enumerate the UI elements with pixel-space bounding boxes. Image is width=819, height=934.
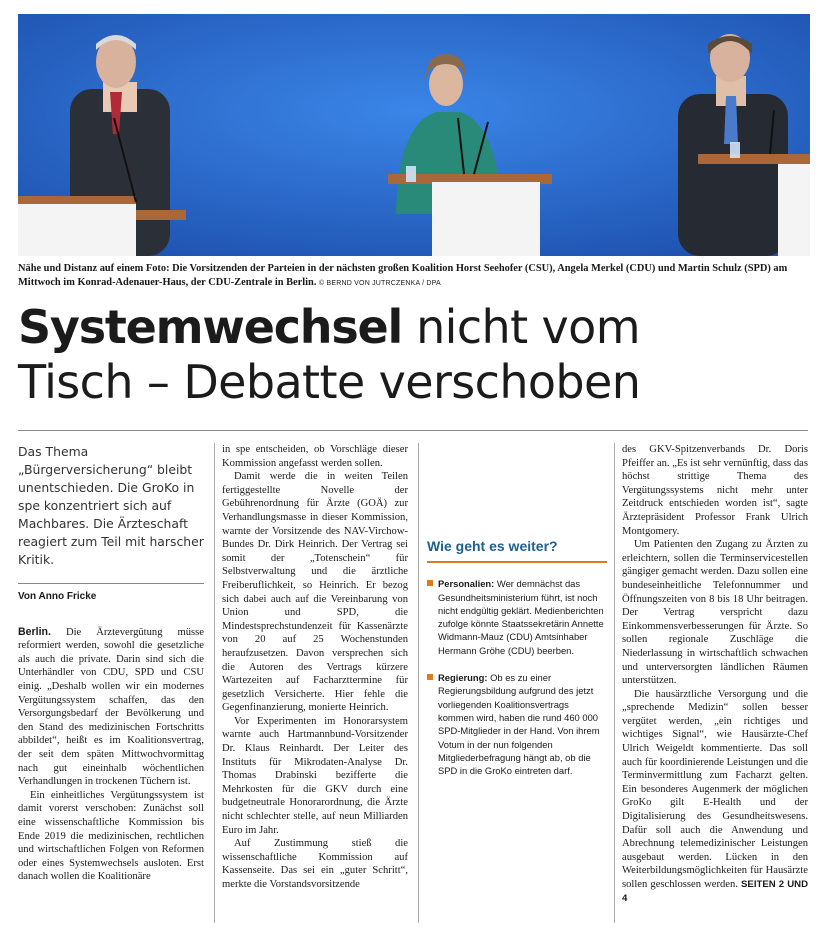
item-label: Regierung: bbox=[438, 672, 488, 684]
col2-paragraph-1: in spe entscheiden, ob Vorschläge dieser Kommission angefasst werden sollen. bbox=[222, 444, 408, 469]
col1-p1-text: Die Ärztevergütung müsse reformiert werden, sowohl die gesetzliche als auch die private. Darin sind sich die Unterhändler von CDU, SPD und CSU einig. „Deshalb wollen wir ein modernes Vergütungssystem schaffen, das den Versorgungsbedarf der Bevölkerung und den Stand des medizinischen Fortschritts abbildet“, heißt es im Koalitionsvertrag, der seit dem späten Mittwochvormittag nach gut eineinhalb wöchentlichen Verhandlungen in trockenen Tüchern ist. bbox=[18, 626, 204, 788]
column-divider-3 bbox=[614, 443, 615, 923]
bullet-square-icon bbox=[427, 674, 433, 680]
col2-paragraph-4: Auf Zustimmung stieß die wissenschaftliche Kommission auf Kassenseite. Das sei ein „guter Schritt“, merkte die Vorstandsvorsitzende bbox=[222, 838, 408, 890]
headline-light-1: nicht vom bbox=[416, 300, 640, 354]
info-box-item-regierung bbox=[427, 671, 607, 777]
info-box-item-personalien bbox=[427, 577, 607, 657]
bullet-square-icon bbox=[427, 580, 433, 586]
item-label: Personalien: bbox=[438, 578, 495, 590]
col1-paragraph-1 bbox=[18, 626, 204, 789]
photo-caption bbox=[18, 262, 808, 291]
press-photo bbox=[18, 14, 810, 256]
column-2 bbox=[222, 443, 408, 892]
headline-light-2: Tisch – Debatte verschoben bbox=[18, 355, 641, 409]
col2-paragraph-3: Vor Experimenten im Honorarsystem warnte auch Hartmannbund-Vorsitzender Dr. Klaus Reinhardt. Der Leiter des Instituts für Mikrodaten-Analyse Dr. Thomas Drabinski bezifferte die Mehrkosten für die GKV durch eine budgetneutrale Honorarordnung, die Ärzte nicht schlechter stelle, auf neun Milliarden Euro im Jahr. bbox=[222, 715, 408, 836]
caption-text: Nähe und Distanz auf einem Foto: Die Vorsitzenden der Parteien in der nächsten großen Koalition Horst Seehofer (CSU), Angela Merkel (CDU) und Martin Schulz (SPD) am Mittwoch im Konrad-Adenauer-Haus, der CDU-Zentrale in Berlin. bbox=[18, 263, 788, 288]
photo-credit: © BERND VON JUTRCZENKA / DPA bbox=[319, 280, 441, 287]
column-1 bbox=[18, 443, 204, 884]
teaser: Das Thema „Bürgerversicherung“ bleibt unentschieden. Die GroKo in spe konzentriert sich auf Machbares. Die Ärzteschaft reagiert zum Teil mit harscher Kritik. bbox=[18, 444, 204, 567]
column-4 bbox=[622, 443, 808, 905]
col4-paragraph-3 bbox=[622, 688, 808, 906]
col2-paragraph-2: Damit werde die in weiten Teilen fertiggestellte Novelle der Gebührenordnung für Ärzte (GOÄ) zur Verhandlungsmasse in dieser Kommission, warnte der Vorsitzende des NAV-Virchow-Bundes Dr. Dirk Heinrich. Der Vertrag sei somit der „Totenschein“ für Selbstverwaltung und die ärztliche Freiberuflichkeit, so Heinrich. Er bezog sich dabei auch auf die Vereinbarung von Union und SPD, die Mindestsprechstundenzeit für Kassenärzte von 20 auf 25 Wochenstunden heraufzusetzen. Davon versprechen sich die Autoren des Vertrags kürzere Wartezeiten auf Facharzttermine für gesetzlich Versicherte. Hier fehle die Gegenfinanzierung, monierte Heinrich. bbox=[222, 471, 408, 714]
column-divider-1 bbox=[214, 443, 215, 923]
dateline: Berlin. bbox=[18, 625, 51, 638]
page-reference: SEITEN 2 UND 4 bbox=[622, 879, 808, 904]
col4-paragraph-1: des GKV-Spitzenverbands Dr. Doris Pfeiffer an. „Es ist sehr vernünftig, dass das höchst strittige Thema des Vergütungssystems nicht mehr unter Zeitdruck entschieden worden ist“, sagte Ärztepräsident Professor Frank Ulrich Montgomery. bbox=[622, 444, 808, 537]
info-box-rule bbox=[427, 561, 607, 563]
info-box bbox=[427, 540, 607, 777]
col4-paragraph-2: Um Patienten den Zugang zu Ärzten zu erleichtern, sollen die Terminservicestellen gängiger gemacht werden. Dazu sollen eine bundeseinheitliche Telefonnummer und Öffnungszeiten von 8 bis 18 Uhr beitragen. Der Vertrag verspricht dazu Einkommensverbesserungen für Ärzte. So sollen regionale Zuschläge die Niederlassung in wirtschaftlich schwachen und unterversorgten ländlichen Räumen unterstützen. bbox=[622, 539, 808, 687]
col1-paragraph-2: Ein einheitliches Vergütungssystem ist damit vorerst verschoben: Zunächst soll eine wissenschaftliche Kommission bis Ende 2019 die medizinischen, rechtlichen und wirtschaftlichen Folgen von Reformen oder eines Systemwechsels ausloten. Erst danach wollen die Koalitionäre bbox=[18, 789, 204, 883]
item-text: Wer demnächst das Gesundheitsministerium führt, ist noch nicht endgültig geklärt. Medienberichten zufolge könnte Staatssekretärin Annette Widmann-Mauz (CDU) Amtsinhaber Hermann Gröhe (CDU) beerben. bbox=[438, 578, 604, 656]
headline bbox=[18, 300, 808, 410]
info-box-title: Wie geht es weiter? bbox=[427, 538, 558, 554]
headline-rule bbox=[18, 430, 808, 431]
byline: Von Anno Fricke bbox=[18, 583, 204, 604]
photo-illustration bbox=[18, 14, 810, 256]
item-text: Ob es zu einer Regierungsbildung aufgrund des jetzt vorliegenden Koalitionsvertrags kommen wird, haben die rund 460 000 SPD-Mitglieder in der Hand. Von ihrem Votum in der nun folgenden Mitgliederbefragung hängt ab, ob die SPD in die GroKo eintreten darf. bbox=[438, 672, 600, 777]
column-divider-2 bbox=[418, 443, 419, 923]
col4-p3-text: Die hausärztliche Versorgung und die „sprechende Medizin“ sollen besser vergütet werden, „ein richtiges und wichtiges Signal“, wie Hausärzte-Chef Ulrich Weigeldt kommentierte. Das soll auch für koordinierende Leistungen und die Terminvermittlung zum Facharzt gelten. Ein besonderes Augenmerk der möglichen GroKo gilt E-Health und der Digitalisierung des Gesundheitswesens. Dafür soll auch die Anwendung und Abrechnung telemedizinischer Leistungen ausgebaut werden. Lücken in den Weiterbildungsmöglichkeiten für Hausärzte sollen geschlossen werden. bbox=[622, 688, 808, 890]
headline-bold: Systemwechsel bbox=[18, 300, 403, 354]
